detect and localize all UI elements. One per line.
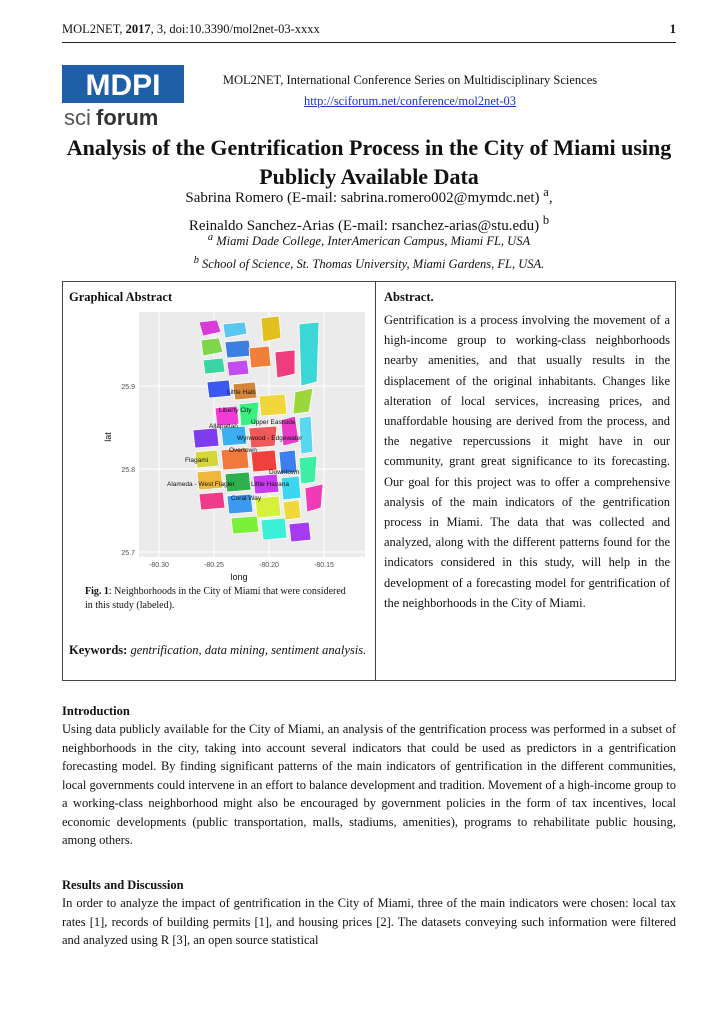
svg-text:Upper Eastside: Upper Eastside — [251, 419, 296, 426]
svg-text:25.7: 25.7 — [121, 550, 135, 557]
graphical-abstract-heading: Graphical Abstract — [69, 290, 173, 304]
svg-text:lat: lat — [103, 432, 113, 442]
svg-text:25.9: 25.9 — [121, 384, 135, 391]
author-line: Sabrina Romero (E-mail: sabrina.romero002@mymdc.net) $^a$, — [185, 185, 553, 206]
svg-text:forum: forum — [96, 105, 159, 130]
author-line: Reinaldo Sanchez-Arias (E-mail: rsanchez-arias@stu.edu) $^b$ — [188, 213, 550, 234]
introduction-heading: Introduction — [62, 704, 130, 718]
results-text: In order to analyze the impact of gentrification in the City of Miami, three of the main indicators were chosen: local tax rates [1], records of building permits [1], and housing prices [2]. The datasets conveying such information were filtered and analyzed using R [3], an open source statistical — [62, 896, 676, 947]
conference-block — [190, 70, 630, 112]
svg-text:Little Havana: Little Havana — [251, 481, 289, 488]
svg-text:-80.15: -80.15 — [314, 562, 334, 569]
svg-text:-80.30: -80.30 — [149, 562, 169, 569]
column-divider — [375, 282, 376, 680]
svg-text:Alameda - West Flagler: Alameda - West Flagler — [167, 481, 235, 488]
page-number: 1 — [669, 22, 676, 36]
svg-text:Flagami: Flagami — [185, 457, 209, 464]
svg-text:sci: sci — [64, 105, 91, 130]
svg-text:Coral Way: Coral Way — [231, 495, 262, 502]
svg-text:MDPI: MDPI — [85, 69, 161, 102]
svg-text:long: long — [230, 572, 248, 582]
mdpi-sciforum-logo — [62, 65, 184, 130]
journal-citation: MOL2NET, 2017, 3, doi:10.3390/mol2net-03-xxxx — [62, 22, 320, 36]
svg-text:-80.25: -80.25 — [204, 562, 224, 569]
svg-text:Little Haiti: Little Haiti — [227, 389, 256, 396]
results-heading: Results and Discussion — [62, 878, 184, 892]
conference-link[interactable]: http://sciforum.net/conference/mol2net-03 — [303, 94, 517, 108]
abstract-box — [62, 281, 676, 681]
svg-text:Downtown: Downtown — [269, 469, 300, 476]
svg-text:-80.20: -80.20 — [259, 562, 279, 569]
svg-text:Overtown: Overtown — [229, 447, 257, 454]
svg-text:25.8: 25.8 — [121, 467, 135, 474]
paper-title: Analysis of the Gentrification Process in the City of Miami using Publicly Available Data — [66, 135, 672, 189]
introduction-text: Using data publicly available for the City of Miami, an analysis of the gentrification process was performed in a subset of neighborhoods in the city, taking into account several indicators that could be used as predictors in a gentrification forecasting model. By finding significant patterns of the main indicators of gentrification in the different communities, local governments could intervene in an effort to balance development and tradition. Movement of a high-income group to a working-class neighborhood might also be encouraged by government policies in the form of tax incentives, local economic developments (public transportation, malls, stadiums, amenities), programs to rehabilitate public housing, among others. — [62, 722, 676, 847]
svg-text:Liberty City: Liberty City — [219, 407, 252, 414]
header-rule — [62, 42, 676, 43]
affiliation-line: $^b$ School of Science, St. Thomas University, Miami Gardens, FL, USA. — [193, 255, 545, 272]
neighborhood-map-figure — [99, 312, 369, 584]
abstract-heading: Abstract. — [384, 290, 434, 304]
figure-caption: Fig. 1: Neighborhoods in the City of Miami that were considered in this study (labeled). — [85, 586, 346, 611]
svg-text:Wynwood - Edgewater: Wynwood - Edgewater — [237, 435, 303, 442]
abstract-text: Gentrification is a process involving the movement of a high-income group to working-class neighborhoods nearby amenities, and that usually results in the displacement of the original inhabitants. Changes like alteration of local services, increasing prices, and unaffordable housing are derived from the process, and the negative repercussions it might have in our community, grant great significance to its forecasting. Our goal for this project was to offer a comprehensive analysis of the main indicators of the gentrification process in Miami. The data that was collected and analyzed, along with the different patterns found for the indicators considered in this study, will help in the development of a forecasting model for gentrification of the neighborhoods in the City of Miami. — [384, 313, 670, 610]
conference-name: MOL2NET, International Conference Series on Multidisciplinary Sciences — [222, 73, 598, 87]
affiliations — [62, 228, 676, 274]
svg-text:Allapattah: Allapattah — [209, 423, 238, 430]
affiliation-line: $^a$ Miami Dade College, InterAmerican Campus, Miami FL, USA — [207, 232, 531, 249]
keywords: Keywords: gentrification, data mining, sentiment analysis. — [69, 643, 367, 657]
